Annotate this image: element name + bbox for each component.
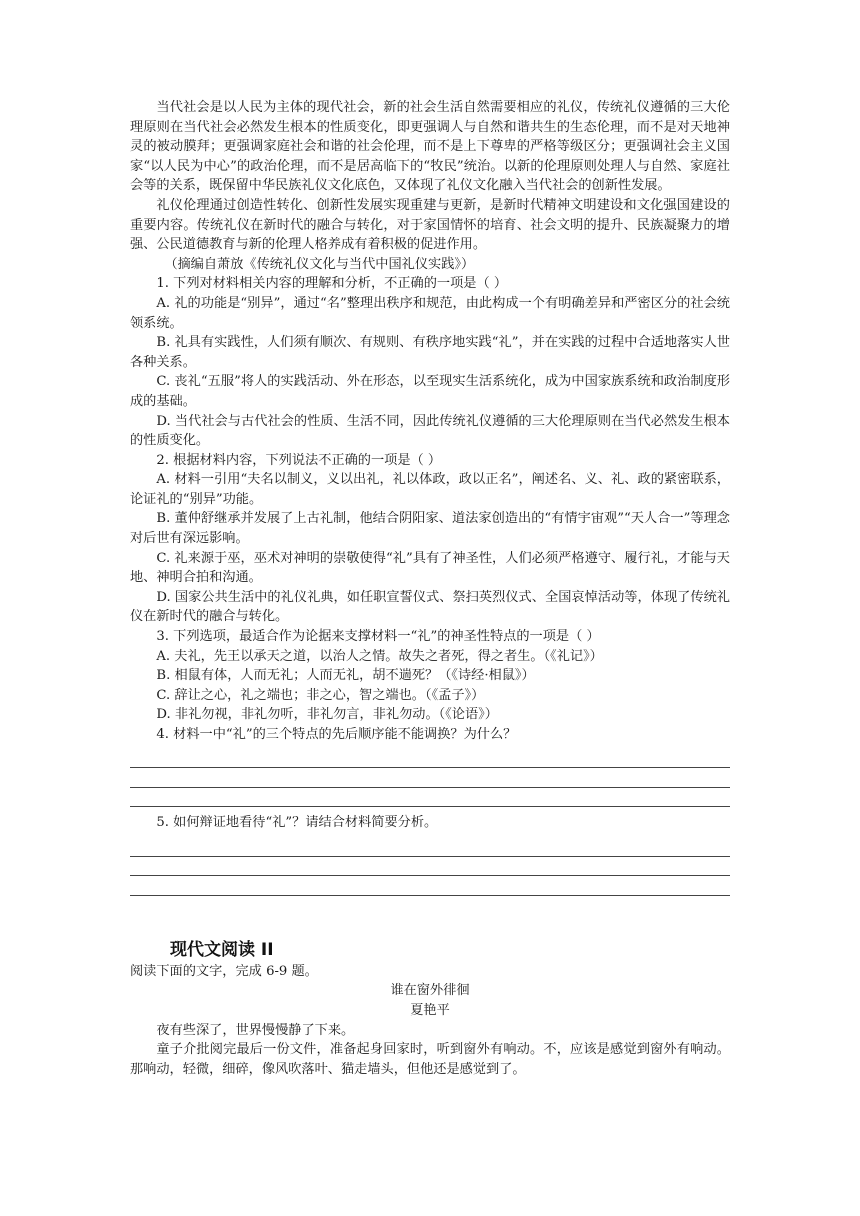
question-3-option-a: A. 夫礼，先王以承天之道，以治人之情。故失之者死，得之者生。（《礼记》） <box>156 648 603 664</box>
question-3-stem: 3. 下列选项，最适合作为论据来支撑材料一“礼”的神圣性特点的一项是（ ） <box>156 629 600 645</box>
question-2-stem: 2. 根据材料内容，下列说法不正确的一项是（ ） <box>156 452 442 468</box>
question-1-option-d: D. 当代社会与古代社会的性质、生活不同，因此传统礼仪遵循的三大伦理原则在当代必然发生根本的性质变化。 <box>130 413 730 449</box>
answer-line <box>130 768 730 788</box>
question-1-option-a: A. 礼的功能是“别异”，通过“名”整理出秩序和规范，由此构成一个有明确差异和严密区分的社会统领系统。 <box>130 295 730 331</box>
question-4-stem: 4. 材料一中“礼”的三个特点的先后顺序能不能调换？为什么？ <box>156 727 517 742</box>
answer-line <box>130 837 730 857</box>
question-2-option-c: C. 礼来源于巫，巫术对神明的崇敬使得“礼”具有了神圣性，人们必须严格遵守、履行礼，才能与天地、神明合拍和沟通。 <box>130 550 730 586</box>
question-1-option-c: C. 丧礼“五服”将人的实践活动、外在形态，以至现实生活系统化，成为中国家族系统和政治制度形成的基础。 <box>130 374 730 409</box>
question-4-answer-lines <box>130 749 730 808</box>
passage-source: （摘编自萧放《传统礼仪文化与当代中国礼仪实践》） <box>164 256 475 272</box>
question-1-stem: 1. 下列对材料相关内容的理解和分析，不正确的一项是（ ） <box>156 276 508 292</box>
question-2-option-d: D. 国家公共生活中的礼仪礼典，如任职宣誓仪式、祭扫英烈仪式、全国哀悼活动等，体现了传统礼仪在新时代的融合与转化。 <box>130 589 730 625</box>
story-paragraph-1: 夜有些深了，世界慢慢静了下来。 <box>156 1022 355 1038</box>
story-author: 夏艳平 <box>410 1002 450 1018</box>
section-title: 现代文阅读 II <box>170 939 274 960</box>
question-5-stem: 5. 如何辩证地看待“礼”？请结合材料简要分析。 <box>156 815 438 831</box>
question-2-option-a: A. 材料一引用“夫名以制义，义以出礼，礼以体政，政以正名”，阐述名、义、礼、政的紧密联系，论证礼的“别异”功能。 <box>130 472 730 507</box>
answer-line <box>130 876 730 896</box>
question-3-option-b: B. 相鼠有体，人而无礼；人而无礼，胡不遄死？（《诗经·相鼠》） <box>156 668 535 684</box>
document-content <box>130 98 730 1079</box>
section-instruction: 阅读下面的文字，完成 6-9 题。 <box>130 963 318 979</box>
answer-line <box>130 788 730 808</box>
question-5-answer-lines <box>130 837 730 896</box>
question-3-option-c: C. 辞让之心，礼之端也；非之心，智之端也。（《孟子》） <box>156 687 485 703</box>
passage-paragraph-2: 礼仪伦理通过创造性转化、创新性发展实现重建与更新，是新时代精神文明建设和文化强国建设的重要内容。传统礼仪在新时代的融合与转化，对于家国情怀的培育、社会文明的提升、民族凝聚力的增强、公民道德教育与新的伦理人格养成有着积极的促进作用。 <box>130 197 730 253</box>
story-title: 谁在窗外徘徊 <box>390 983 470 999</box>
question-2-option-b: B. 董仲舒继承并发展了上古礼制，他结合阴阳家、道法家创造出的“有情宇宙观”“天人合一”等理念对后世有深远影响。 <box>130 511 730 547</box>
question-3-option-d: D. 非礼勿视，非礼勿听，非礼勿言，非礼勿动。（《论语》） <box>156 707 498 723</box>
answer-line <box>130 749 730 769</box>
passage-paragraph-1: 当代社会是以人民为主体的现代社会，新的社会生活自然需要相应的礼仪，传统礼仪遵循的三大伦理原则在当代社会必然发生根本的性质变化，即更强调人与自然和谐共生的生态伦理，而不是对天地神灵的被动膜拜；更强调家庭社会和谐的社会伦理，而不是上下尊卑的严格等级区分；更强调社会主义国家“以人民为中心”的政治伦理，而不是居高临下的“牧民”统治。以新的伦理原则处理人与自然、家庭社会等的关系，既保留中华民族礼仪文化底色，又体现了礼仪文化融入当代社会的创新性发展。 <box>130 100 730 194</box>
answer-line <box>130 857 730 877</box>
story-paragraph-2: 童子介批阅完最后一份文件，准备起身回家时，听到窗外有响动。不，应该是感觉到窗外有响动。那响动，轻微，细碎，像风吹落叶、猫走墙头，但他还是感觉到了。 <box>130 1042 730 1077</box>
question-1-option-b: B. 礼具有实践性，人们须有顺次、有规则、有秩序地实践“礼”，并在实践的过程中合适地落实人世各种关系。 <box>130 335 730 370</box>
